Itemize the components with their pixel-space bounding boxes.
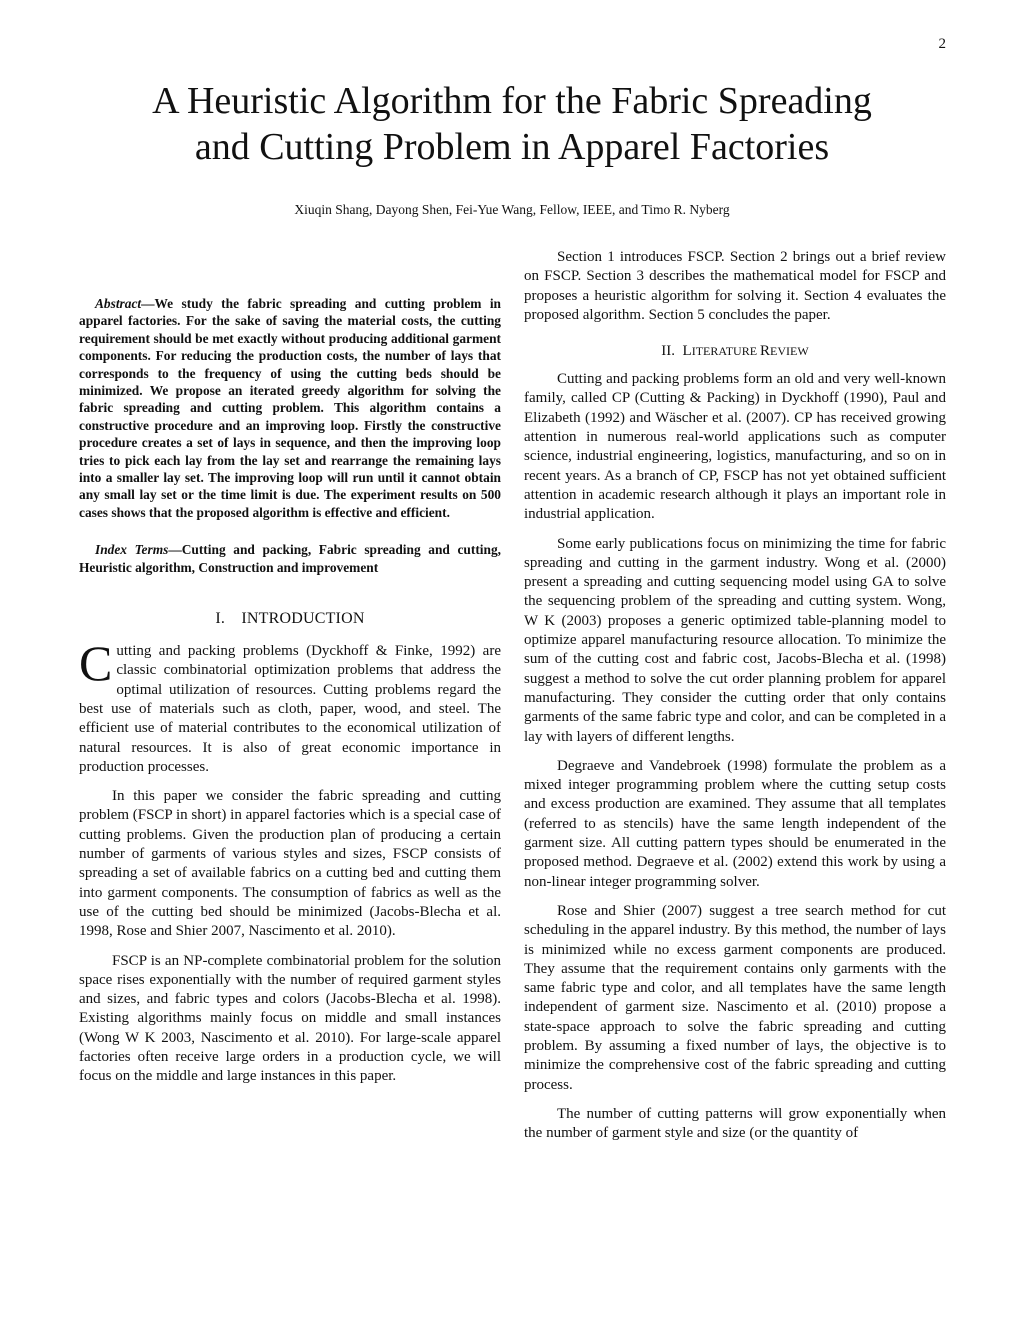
left-column [79,295,501,1087]
page-number: 2 [938,36,946,52]
heading-small-caps-2: EVIEW [770,344,809,359]
paper-title [0,78,1024,170]
abstract [79,295,501,521]
title-line-2: and Cutting Problem in Apparel Factories [194,126,830,168]
title-line-1: A Heuristic Algorithm for the Fabric Spreading [152,80,872,122]
right-column [524,248,946,1143]
authors: Xiuqin Shang, Dayong Shen, Fei-Yue Wang, Fellow, IEEE, and Timo R. Nyberg [294,202,730,217]
review-paragraph-5: The number of cutting patterns will grow exponentially when the number of garment style and size (or the quantity of [524,1105,946,1142]
index-terms-label: Index Terms [95,542,169,558]
heading-small-caps-1: ITERATURE [691,344,761,359]
sections-overview-paragraph: Section 1 introduces FSCP. Section 2 brings out a brief review on FSCP. Section 3 describes the mathematical model for FSCP and proposes a heuristic algorithm for solving it. Section 4 evaluates the proposed algorithm. Section 5 concludes the paper. [524,249,946,323]
drop-cap: C [79,635,113,692]
section-number: II. [661,343,676,360]
abstract-label: Abstract [95,296,142,311]
abstract-text: —We study the fabric spreading and cutting problem in apparel factories. For the sake of saving the material costs, the cutting requirement should be met exactly without producing additional garment components. For reducing the production costs, the number of lays that corresponds to the frequency of using the cutting beds should be minimized. We propose an iterated greedy algorithm for solving the fabric spreading and cutting problem. This algorithm contains a constructive procedure and an improving loop. Firstly the constructive procedure creates a set of lays in sequence, and then the improving loop tries to pick each lay from the lay set and rearrange the remaining lays into a smaller lay set. The improving loop will run until it cannot obtain any small lay set or the time limit is due. The experiment results on 500 cases shows that the proposed algorithm is effective and efficient. [79,296,501,520]
intro-paragraph-3: FSCP is an NP-complete combinatorial problem for the solution space rises exponentially with the number of required garment styles and sizes, and fabric types and colors (Jacobs-Blecha et al. 1998). Existing algorithms mainly focus on middle and small instances (Wong W K 2003, Nascimento et al. 2010). For large-scale apparel factories often receive large orders in a production cycle, we will focus on the middle and large instances in this paper. [79,952,501,1085]
index-terms [79,541,501,576]
review-paragraph-1: Cutting and packing problems form an old and very well-known family, called CP (Cutting & Packing) in Dyckhoff (1990), Paul and Elizabeth (1992) and Wäscher et al. (2007). CP has received growing attention in numerous real-world applications such as computer science, industrial engineering, logistics, manufacturing, and so on in recent years. As a branch of CP, FSCP has not yet obtained sufficient attention in academic research although it plays an important role in industrial application. [524,371,946,523]
review-paragraph-4: Rose and Shier (2007) suggest a tree search method for cut scheduling in the apparel industry. By this method, the number of lays is minimized while no excess garment components are produced. They assume that the requirement contains only garments with the same fabric type and color, and all templates have the same length independent of garment size. Nascimento et al. (2010) propose a state-space approach to solve the fabric spreading and cutting problem. By assuming a fixed number of lays, the objective is to minimize the comprehensive cost of the fabric spreading and cutting process. [524,902,946,1093]
index-terms-text: —Cutting and packing, Fabric spreading and cutting, Heuristic algorithm, Construction and improvement [79,542,501,575]
intro-paragraph-1-text: utting and packing problems (Dyckhoff & Finke, 1992) are classic combinatorial optimization problems that address the optimal utilization of resources. Cutting problems regard the best use of materials such as cloth, paper, wood, and steel. The efficient use of material contributes to the economical utilization of natural resources. It is also of great economic importance in production processes. [79,643,501,775]
intro-paragraph-1 [79,635,501,777]
heading-initial-l: L [682,343,692,360]
heading-initial-r: R [760,343,771,360]
section-heading-literature-review [524,343,946,360]
intro-paragraph-2: In this paper we consider the fabric spreading and cutting problem (FSCP in short) in apparel factories which is a special case of cutting problems. Given the production plan of producing a certain number of garments of various styles and sizes, FSCP consists of spreading a set of available fabrics on a cutting bed and cutting them into garment components. The consumption of fabrics as well as the use of the cutting bed should be minimized (Jacobs-Blecha et al. 1998, Rose and Shier 2007, Nascimento et al. 2010). [79,788,501,940]
review-paragraph-3: Degraeve and Vandebroek (1998) formulate the problem as a mixed integer programming problem where the cutting setup costs and excess production are examined. They assume that all templates (referred to as stencils) have the same length independent of the garment size. All cutting pattern types should be enumerated in the proposed method. Degraeve et al. (2002) extend this work by using a non-linear integer programming solver. [524,757,946,890]
section-heading-introduction: I. INTRODUCTION [215,610,365,628]
review-paragraph-2: Some early publications focus on minimizing the time for fabric spreading and cutting in the garment industry. Wong et al. (2000) present a spreading and cutting sequencing model using GA to solve the sequencing problem of the spreading and cutting system. Wong, W K (2003) proposes a generic optimized table-planning model to optimize apparel manufacturing resource allocation. To minimize the sum of the cutting cost and fabric cost, Jacobs-Blecha et al. (1998) suggest a method to solve the cut order planning problem for apparel manufacturing. They consider the cutting order that only contains garments of the same fabric type and color, and can be completed in a lay with layers of different lengths. [524,535,946,745]
